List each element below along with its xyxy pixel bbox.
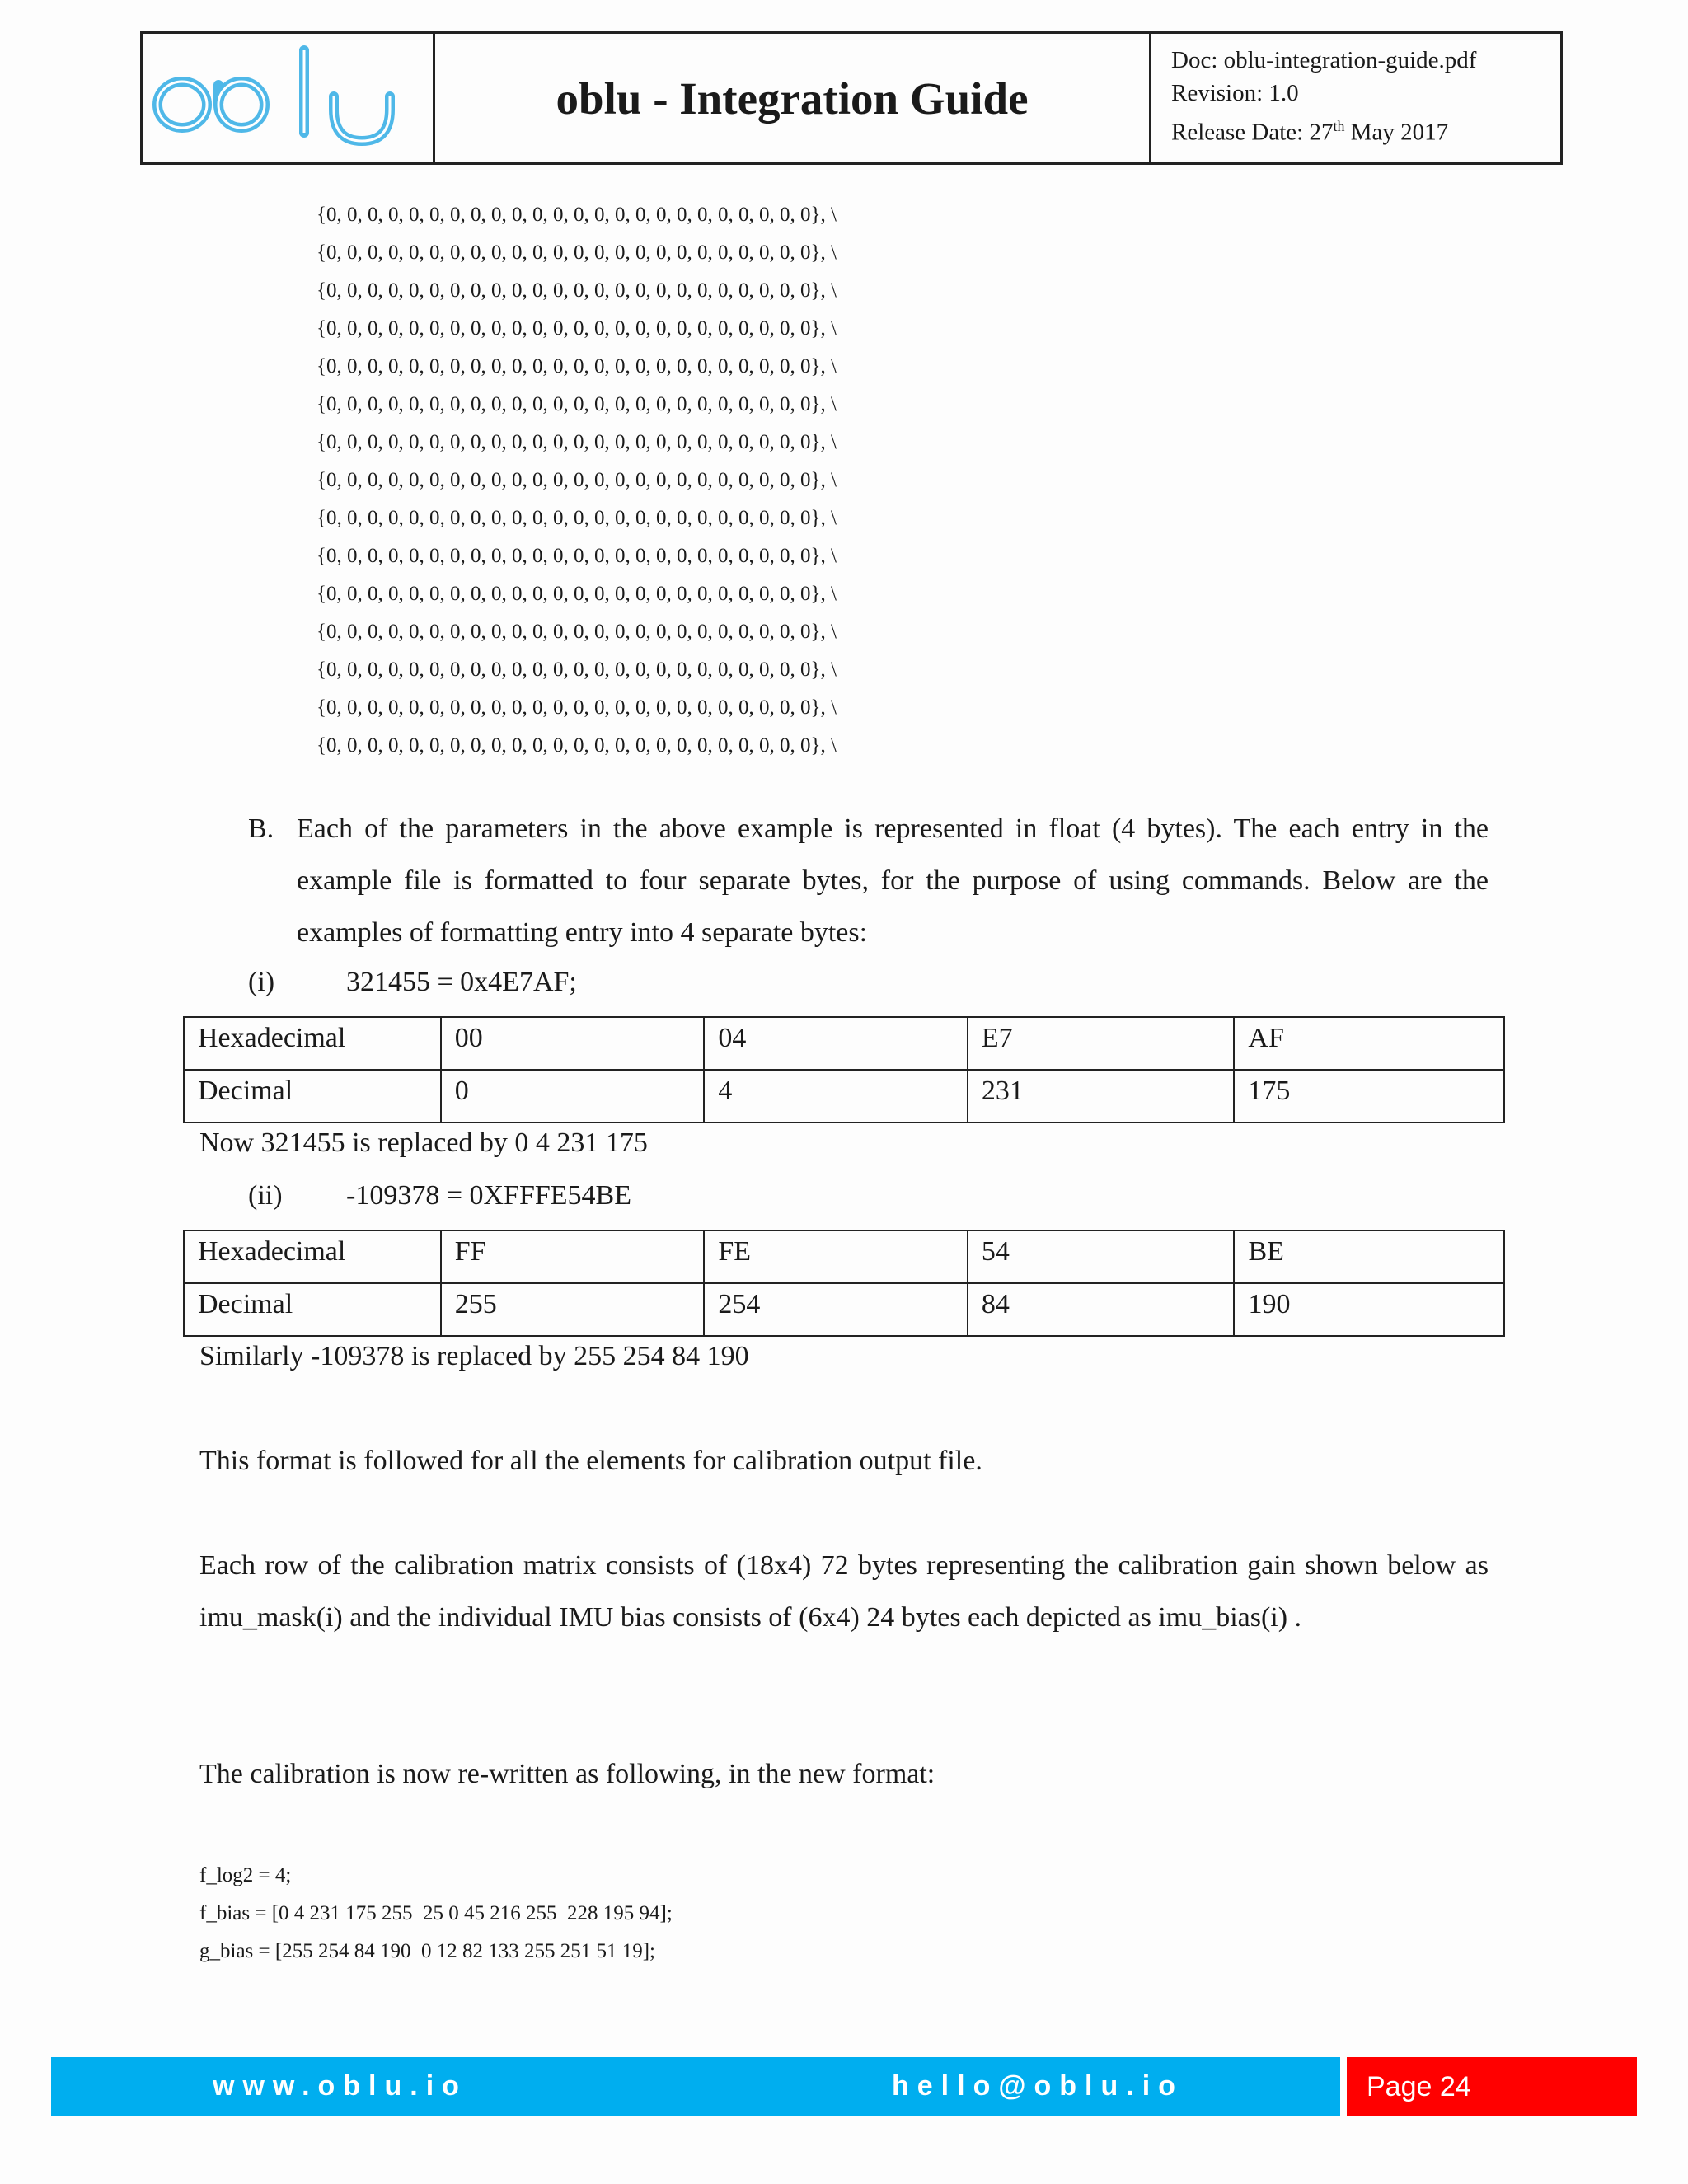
calib-line-log2: f_log2 = 4; — [199, 1864, 292, 1886]
example2-expression: -109378 = 0XFFFE54BE — [346, 1180, 631, 1211]
document-title: oblu - Integration Guide — [556, 73, 1029, 124]
code-line: {0, 0, 0, 0, 0, 0, 0, 0, 0, 0, 0, 0, 0, 0, 0, 0, 0, 0, 0, 0, 0, 0, 0, 0}, \ — [316, 734, 837, 757]
code-line: {0, 0, 0, 0, 0, 0, 0, 0, 0, 0, 0, 0, 0, 0, 0, 0, 0, 0, 0, 0, 0, 0, 0, 0}, \ — [316, 317, 837, 340]
format-paragraph: This format is followed for all the elements for calibration output file. — [199, 1446, 982, 1476]
table-cell: 255 — [441, 1283, 705, 1336]
table-row — [184, 1070, 1504, 1122]
table-cell: Decimal — [184, 1283, 441, 1336]
table-cell: 4 — [704, 1070, 968, 1122]
table-cell: Decimal — [184, 1070, 441, 1122]
table-cell: 00 — [441, 1017, 705, 1070]
section-b-letter: B. — [248, 813, 274, 844]
code-line: {0, 0, 0, 0, 0, 0, 0, 0, 0, 0, 0, 0, 0, 0, 0, 0, 0, 0, 0, 0, 0, 0, 0, 0}, \ — [316, 469, 837, 491]
oblu-logo — [143, 34, 433, 162]
code-line: {0, 0, 0, 0, 0, 0, 0, 0, 0, 0, 0, 0, 0, 0, 0, 0, 0, 0, 0, 0, 0, 0, 0, 0}, \ — [316, 621, 837, 643]
table-cell: 0 — [441, 1070, 705, 1122]
footer-bar — [51, 2057, 1340, 2116]
table-cell: 54 — [968, 1230, 1235, 1283]
code-line: {0, 0, 0, 0, 0, 0, 0, 0, 0, 0, 0, 0, 0, 0, 0, 0, 0, 0, 0, 0, 0, 0, 0, 0}, \ — [316, 393, 837, 415]
table-cell: 254 — [704, 1283, 968, 1336]
example2-label: (ii) — [248, 1180, 283, 1211]
table-cell: 84 — [968, 1283, 1235, 1336]
code-line: {0, 0, 0, 0, 0, 0, 0, 0, 0, 0, 0, 0, 0, 0, 0, 0, 0, 0, 0, 0, 0, 0, 0, 0}, \ — [316, 355, 837, 377]
table-cell: E7 — [968, 1017, 1235, 1070]
example1-label: (i) — [248, 967, 275, 997]
code-line: {0, 0, 0, 0, 0, 0, 0, 0, 0, 0, 0, 0, 0, 0, 0, 0, 0, 0, 0, 0, 0, 0, 0, 0}, \ — [316, 241, 837, 264]
example2-byte-table — [183, 1230, 1505, 1337]
email-link[interactable]: hello@oblu.io — [892, 2070, 1184, 2102]
page-number: Page 24 — [1347, 2057, 1637, 2116]
code-line: {0, 0, 0, 0, 0, 0, 0, 0, 0, 0, 0, 0, 0, 0, 0, 0, 0, 0, 0, 0, 0, 0, 0, 0}, \ — [316, 279, 837, 302]
rewritten-paragraph: The calibration is now re-written as following, in the new format: — [199, 1759, 935, 1789]
matrix-code-block — [316, 196, 837, 765]
rows-paragraph: Each row of the calibration matrix consists of (18x4) 72 bytes representing the calibration gain shown below as imu_mask(i) and the individual IMU bias consists of (6x4) 24 bytes each depicted as imu_bias(i) . — [199, 1550, 1489, 1633]
table-row — [184, 1230, 1504, 1283]
table-row — [184, 1017, 1504, 1070]
header-title-cell — [435, 34, 1151, 162]
table-cell: BE — [1234, 1230, 1504, 1283]
table-cell: AF — [1234, 1017, 1504, 1070]
example1-byte-table — [183, 1016, 1505, 1123]
example1-expression: 321455 = 0x4E7AF; — [346, 967, 577, 997]
table-cell: 175 — [1234, 1070, 1504, 1122]
code-line: {0, 0, 0, 0, 0, 0, 0, 0, 0, 0, 0, 0, 0, 0, 0, 0, 0, 0, 0, 0, 0, 0, 0, 0}, \ — [316, 431, 837, 453]
table-cell: 04 — [704, 1017, 968, 1070]
code-line: {0, 0, 0, 0, 0, 0, 0, 0, 0, 0, 0, 0, 0, 0, 0, 0, 0, 0, 0, 0, 0, 0, 0, 0}, \ — [316, 507, 837, 529]
table-cell: Hexadecimal — [184, 1230, 441, 1283]
code-line: {0, 0, 0, 0, 0, 0, 0, 0, 0, 0, 0, 0, 0, 0, 0, 0, 0, 0, 0, 0, 0, 0, 0, 0}, \ — [316, 583, 837, 605]
table-row — [184, 1283, 1504, 1336]
calib-line-f-bias: f_bias = [0 4 231 175 255 25 0 45 216 255 228 195 94]; — [199, 1902, 673, 1924]
table-cell: FE — [704, 1230, 968, 1283]
code-line: {0, 0, 0, 0, 0, 0, 0, 0, 0, 0, 0, 0, 0, 0, 0, 0, 0, 0, 0, 0, 0, 0, 0, 0}, \ — [316, 658, 837, 681]
header-meta-cell — [1151, 34, 1560, 162]
code-line: {0, 0, 0, 0, 0, 0, 0, 0, 0, 0, 0, 0, 0, 0, 0, 0, 0, 0, 0, 0, 0, 0, 0, 0}, \ — [316, 696, 837, 719]
release-date: Release Date: 27th May 2017 — [1171, 118, 1449, 146]
table-cell: FF — [441, 1230, 705, 1283]
table-cell: 190 — [1234, 1283, 1504, 1336]
example2-note: Similarly -109378 is replaced by 255 254 84 190 — [199, 1341, 749, 1371]
table-cell: 231 — [968, 1070, 1235, 1122]
document-header — [140, 31, 1563, 165]
section-b-text: Each of the parameters in the above example is represented in float (4 bytes). The each entry in the example file is formatted to four separate bytes, for the purpose of using commands. Below are the examples of formatting entry into 4 separate bytes: — [297, 813, 1489, 948]
logo-cell — [143, 34, 435, 162]
table-cell: Hexadecimal — [184, 1017, 441, 1070]
doc-name: Doc: oblu-integration-guide.pdf — [1171, 47, 1477, 73]
code-line: {0, 0, 0, 0, 0, 0, 0, 0, 0, 0, 0, 0, 0, 0, 0, 0, 0, 0, 0, 0, 0, 0, 0, 0}, \ — [316, 545, 837, 567]
example1-note: Now 321455 is replaced by 0 4 231 175 — [199, 1127, 648, 1158]
code-line: {0, 0, 0, 0, 0, 0, 0, 0, 0, 0, 0, 0, 0, 0, 0, 0, 0, 0, 0, 0, 0, 0, 0, 0}, \ — [316, 204, 837, 226]
revision: Revision: 1.0 — [1171, 80, 1299, 106]
calib-line-g-bias: g_bias = [255 254 84 190 0 12 82 133 255 251 51 19]; — [199, 1940, 655, 1962]
website-link[interactable]: www.oblu.io — [213, 2070, 467, 2102]
